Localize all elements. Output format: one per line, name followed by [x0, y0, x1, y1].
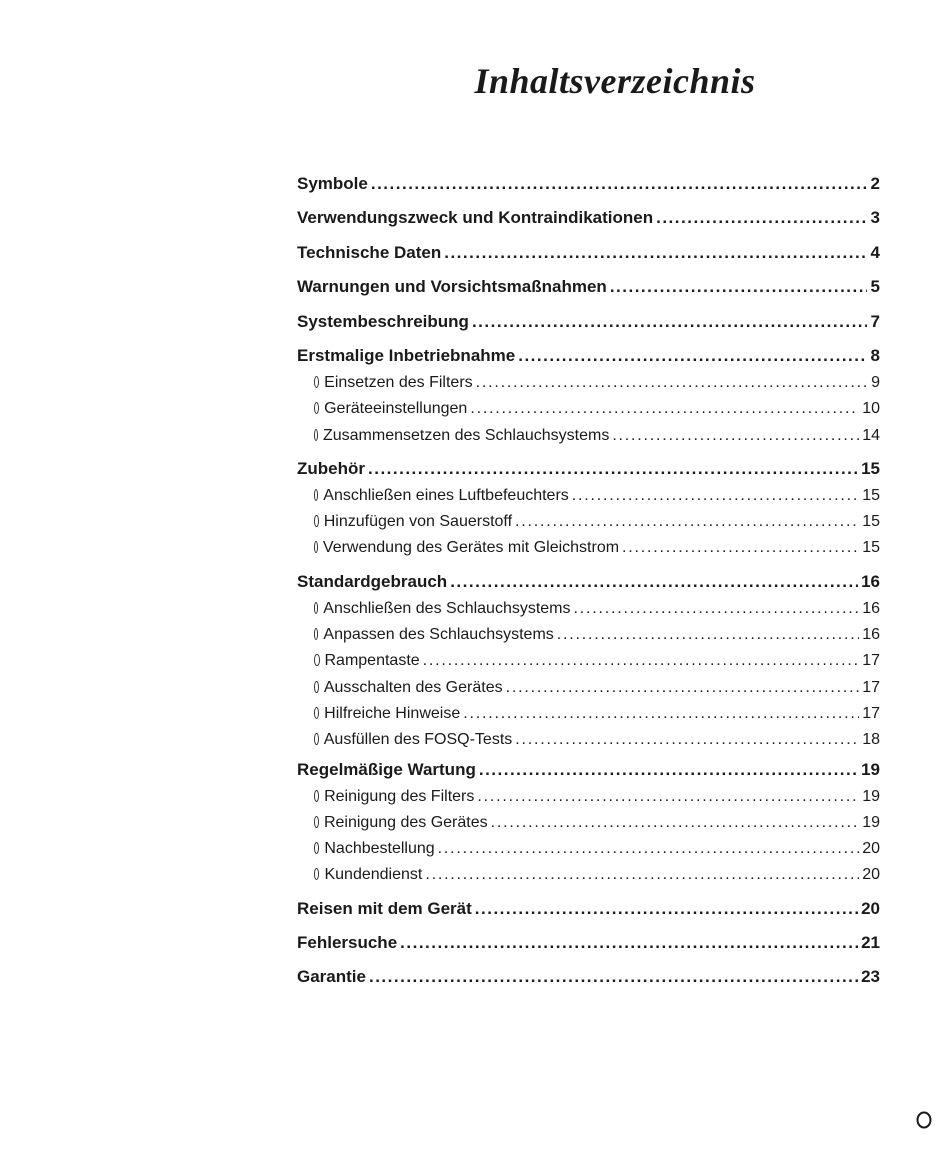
open-circle-icon	[314, 515, 319, 527]
toc-page-number: 17	[862, 678, 880, 696]
open-circle-icon	[314, 541, 318, 553]
toc-subentry-reinigung-filters[interactable]	[297, 786, 880, 812]
toc-entry-label: Anpassen des Schlauchsystems	[323, 626, 554, 644]
toc-subentry-hinweise[interactable]	[297, 703, 880, 729]
dot-leader	[400, 929, 858, 957]
toc-page-number: 18	[862, 731, 880, 749]
toc-page-number: 23	[861, 967, 880, 987]
toc-entry-garantie[interactable]	[297, 963, 880, 997]
open-circle-icon	[314, 816, 319, 828]
open-circle-icon	[314, 376, 319, 388]
toc-subentry-nachbestellung[interactable]	[297, 838, 880, 864]
toc-subentry-zusammensetzen[interactable]	[297, 425, 880, 455]
dot-leader	[444, 239, 867, 267]
toc-subentry-geraeteeinstellungen[interactable]	[297, 398, 880, 424]
toc-entry-label: Verwendungszweck und Kontraindikationen	[297, 208, 654, 228]
toc-entry-systembeschreibung[interactable]	[297, 308, 880, 342]
open-circle-icon	[314, 842, 319, 854]
toc-entry-erstmalige-inbetriebnahme[interactable]	[297, 342, 880, 372]
toc-page-number: 17	[862, 704, 880, 722]
toc-entry-label: Regelmäßige Wartung	[297, 759, 476, 779]
dot-leader	[518, 342, 867, 370]
dot-leader	[463, 703, 859, 725]
toc-entry-label: Warnungen und Vorsichtsmaßnahmen	[297, 277, 607, 297]
toc-subentry-kundendienst[interactable]	[297, 864, 880, 894]
dot-leader	[472, 308, 867, 336]
dot-leader	[515, 511, 859, 533]
toc-page-number: 17	[862, 652, 880, 670]
toc-page-number: 7	[870, 311, 880, 331]
dot-leader	[610, 273, 867, 301]
toc-subentry-sauerstoff[interactable]	[297, 511, 880, 537]
toc-entry-label: Technische Daten	[297, 242, 442, 262]
toc-entry-label: Hilfreiche Hinweise	[324, 704, 461, 722]
toc-entry-symbole[interactable]	[297, 170, 880, 204]
toc-page-number: 19	[862, 787, 880, 805]
toc-subentry-luftbefeuchter[interactable]	[297, 485, 880, 511]
toc-entry-label: Anschließen eines Luftbefeuchters	[323, 486, 569, 504]
toc-subentry-anschliessen-schlauch[interactable]	[297, 598, 880, 624]
open-circle-icon	[314, 602, 318, 614]
dot-leader	[476, 372, 867, 394]
toc-page-number: 3	[870, 208, 880, 228]
toc-page-number: 4	[870, 242, 880, 262]
dot-leader	[515, 729, 859, 751]
toc-page-number: 15	[862, 486, 880, 504]
toc-subentry-rampentaste[interactable]	[297, 650, 880, 676]
dot-leader	[371, 170, 867, 198]
open-circle-icon	[314, 681, 319, 693]
page-title: Inhaltsverzeichnis	[474, 61, 756, 101]
dot-leader	[477, 786, 859, 808]
toc-page-number: 5	[870, 277, 880, 297]
toc-entry-label: Einsetzen des Filters	[324, 373, 473, 391]
dot-leader	[368, 455, 858, 483]
open-circle-icon	[314, 733, 319, 745]
open-circle-icon	[314, 707, 319, 719]
dot-leader	[425, 864, 859, 886]
toc-page-number: 10	[862, 400, 880, 418]
toc-subentry-fosq[interactable]	[297, 729, 880, 755]
toc-entry-label: Erstmalige Inbetriebnahme	[297, 345, 516, 365]
toc-entry-label: Verwendung des Gerätes mit Gleichstrom	[322, 539, 620, 557]
open-circle-icon	[314, 429, 318, 441]
toc-page-number: 16	[861, 571, 880, 591]
toc-entry-wartung[interactable]	[297, 756, 880, 786]
toc-entry-reisen[interactable]	[297, 895, 880, 929]
toc-entry-label: Garantie	[297, 967, 366, 987]
dot-leader	[479, 756, 858, 784]
toc-page-number: 15	[861, 458, 880, 478]
toc-entry-label: Hinzufügen von Sauerstoff	[323, 513, 513, 531]
dot-leader	[438, 838, 860, 860]
toc-page-number: 16	[862, 626, 880, 644]
toc-page-number: 19	[862, 813, 880, 831]
toc-entry-fehlersuche[interactable]	[297, 929, 880, 963]
toc-page-number: 2	[870, 174, 880, 193]
toc-entry-standardgebrauch[interactable]	[297, 568, 880, 598]
toc-entry-label: Reisen mit dem Gerät	[297, 898, 472, 918]
dot-leader	[475, 895, 858, 923]
toc-entry-label: Kundendienst	[324, 866, 423, 884]
dot-leader	[622, 537, 859, 559]
open-circle-icon	[314, 868, 319, 880]
dot-leader	[470, 398, 859, 420]
toc-entry-verwendungszweck[interactable]	[297, 204, 880, 238]
toc-page-number: 14	[862, 426, 880, 444]
toc-page-number: 21	[861, 933, 880, 953]
toc-entry-warnungen[interactable]	[297, 273, 880, 307]
toc-subentry-ausschalten[interactable]	[297, 677, 880, 703]
table-of-contents	[297, 170, 880, 998]
toc-page-number: 20	[862, 840, 880, 858]
toc-page-number: 8	[870, 345, 880, 365]
toc-entry-label: Systembeschreibung	[297, 311, 469, 331]
toc-entry-label: Symbole	[297, 174, 368, 193]
toc-entry-technische-daten[interactable]	[297, 239, 880, 273]
toc-page-number: 15	[862, 539, 880, 557]
dot-leader	[656, 204, 867, 232]
toc-entry-label: Ausschalten des Gerätes	[323, 678, 503, 696]
open-circle-icon	[314, 628, 318, 640]
open-circle-icon	[916, 1111, 932, 1129]
toc-entry-label: Anschließen des Schlauchsystems	[323, 599, 571, 617]
toc-page-number: 20	[862, 866, 880, 884]
toc-page-number: 15	[862, 513, 880, 531]
open-circle-icon	[314, 489, 318, 501]
toc-subentry-einsetzen-filters[interactable]	[297, 372, 880, 398]
dot-leader	[450, 568, 858, 596]
dot-leader	[491, 812, 860, 834]
toc-entry-label: Zubehör	[297, 458, 365, 478]
toc-entry-label: Fehlersuche	[297, 933, 398, 953]
dot-leader	[423, 650, 860, 672]
toc-entry-label: Reinigung des Gerätes	[323, 813, 488, 831]
toc-page-number: 20	[861, 898, 880, 918]
toc-entry-label: Ausfüllen des FOSQ-Tests	[323, 731, 513, 749]
toc-subentry-anpassen-schlauch[interactable]	[297, 624, 880, 650]
open-circle-icon	[314, 790, 319, 802]
dot-leader	[574, 598, 860, 620]
toc-subentry-reinigung-geraetes[interactable]	[297, 812, 880, 838]
toc-entry-zubehoer[interactable]	[297, 455, 880, 485]
toc-entry-label: Rampentaste	[324, 652, 420, 670]
dot-leader	[612, 425, 859, 447]
toc-entry-label: Reinigung des Filters	[324, 787, 475, 805]
toc-page-number: 16	[862, 599, 880, 617]
dot-leader	[506, 677, 860, 699]
toc-entry-label: Zusammensetzen des Schlauchsystems	[322, 426, 610, 444]
toc-entry-label: Nachbestellung	[324, 840, 435, 858]
dot-leader	[557, 624, 859, 646]
dot-leader	[572, 485, 859, 507]
toc-entry-label: Geräteeinstellungen	[324, 400, 468, 418]
toc-subentry-gleichstrom[interactable]	[297, 537, 880, 567]
open-circle-icon	[314, 654, 320, 666]
dot-leader	[369, 963, 858, 991]
toc-page-number: 19	[861, 759, 880, 779]
open-circle-icon	[314, 402, 319, 414]
toc-page-number: 9	[871, 373, 880, 391]
toc-entry-label: Standardgebrauch	[297, 571, 448, 591]
